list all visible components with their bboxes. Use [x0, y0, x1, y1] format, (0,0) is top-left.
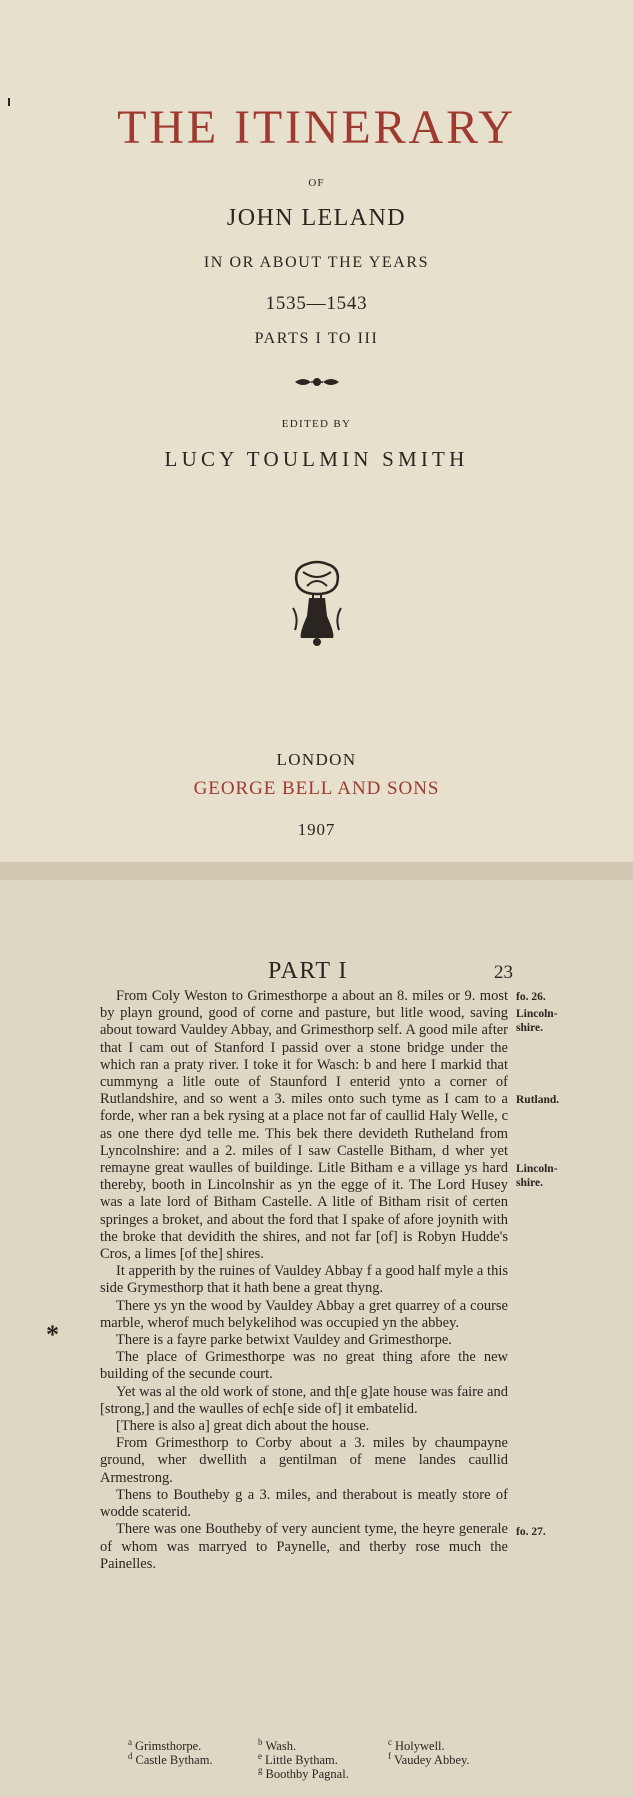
years-line: IN OR ABOUT THE YEARS	[203, 254, 430, 271]
margin-note-county: shire.	[516, 1177, 543, 1189]
footnote: $^c$ Holywell.	[388, 1737, 445, 1754]
paragraph: Yet was al the old work of stone, and th[e g]ate house was faire and [strong,] and the waulles of ech[e side of] it embatelid.	[100, 1383, 508, 1417]
publication-city: LONDON	[276, 750, 357, 769]
margin-note-folio: fo. 27.	[516, 1526, 546, 1538]
footnote: $^g$ Boothby Pagnal.	[258, 1765, 349, 1782]
paragraph: It apperith by the ruines of Vauldey Abbay f a good half myle a this side Grymesthorp that it hath bene a great thyng.	[100, 1263, 508, 1297]
author-name: JOHN LELAND	[226, 205, 407, 231]
title-of: OF	[308, 177, 325, 189]
margin-note-county: Lincoln-	[516, 1163, 558, 1175]
margin-note-county: shire.	[516, 1022, 543, 1034]
editor-name: LUCY TOULMIN SMITH	[164, 447, 469, 471]
body-text	[100, 988, 508, 1573]
margin-note-county: Lincoln-	[516, 1008, 558, 1020]
footnote: $^e$ Little Bytham.	[258, 1751, 338, 1768]
asterisk-mark: *	[46, 1320, 59, 1349]
title-page	[0, 0, 633, 862]
paragraph: The place of Grimesthorpe was no great thing afore the new building of the secunde court.	[100, 1349, 508, 1383]
page-number: 23	[494, 962, 513, 983]
footnote: $^d$ Castle Bytham.	[128, 1751, 213, 1768]
printers-device-bell-icon	[0, 558, 633, 655]
edited-by-label: EDITED BY	[281, 418, 352, 430]
paragraph: From Grimesthorp to Corby about a 3. miles by chaumpayne ground, wher dwellith a gentilman of mene landes caullid Armestrong.	[100, 1435, 508, 1486]
paragraph: From Coly Weston to Grimesthorpe a about an 8. miles or 9. most by playn ground, good of corne and pasture, but litle wood, saving about toward Vauldey Abbay, and Grimesthorp self. A good mile after that I cam out of Stanford I passid over a stone bridge under the which ran a praty river. I toke it for Wasch: b and here I markid that cummyng a litle oute of Staunford I enterid ynto a corner of Rutlandshire, and so went a 3. miles onto such tyme as I cam to a forde, wher ran a bek rysing at a place not far of caullid Haly Welle, c as one there dyd telle me. This bek there devideth Rutheland from Lyncolnshire: and a 2. miles of I saw Castelle Bitham, d wher yet remayne great waulles of buildinge. Litle Bitham e a village ys hard thereby, booth in Lincolnshir as yn the egge of it. The Lord Husey was a late lord of Bitham Castelle. A litle of Bitham risit of certen springes a broket, and about the ford that I spake of afore joynith with the broke that devidith the shires, and not far [of] is Robyn Hudde's Cros, a limes [of the] shires.	[100, 988, 508, 1263]
paragraph: There is a fayre parke betwixt Vauldey and Grimesthorpe.	[116, 1332, 452, 1349]
margin-note-county: Rutland.	[516, 1094, 560, 1106]
footnote: $^a$ Grimsthorpe.	[128, 1737, 202, 1754]
book-title: THE ITINERARY	[117, 101, 516, 154]
footnote: $^f$ Vaudey Abbey.	[388, 1751, 470, 1768]
paragraph: Thens to Boutheby g a 3. miles, and therabout is meatly store of wodde scaterid.	[100, 1486, 508, 1521]
publication-year: 1907	[297, 820, 336, 839]
paragraph: There ys yn the wood by Vauldey Abbay a gret quarrey of a course marble, wherof much belykelihod was occupied yn the abbey.	[100, 1297, 508, 1331]
publisher-name: GEORGE BELL AND SONS	[193, 778, 440, 799]
page-separator	[0, 862, 633, 880]
margin-note-folio: fo. 26.	[516, 991, 546, 1003]
paragraph: [There is also a] great dich about the house.	[116, 1418, 370, 1435]
parts-line: PARTS I TO III	[254, 330, 379, 347]
fleuron-ornament-icon	[0, 375, 633, 394]
part-heading: PART I	[268, 958, 348, 984]
date-range: 1535—1543	[265, 293, 368, 314]
footnote: $^b$ Wash.	[258, 1737, 297, 1754]
paragraph: There was one Boutheby of very auncient tyme, the heyre generale of whom was marryed to Paynelle, and therby rose much the Painelles.	[100, 1521, 508, 1572]
